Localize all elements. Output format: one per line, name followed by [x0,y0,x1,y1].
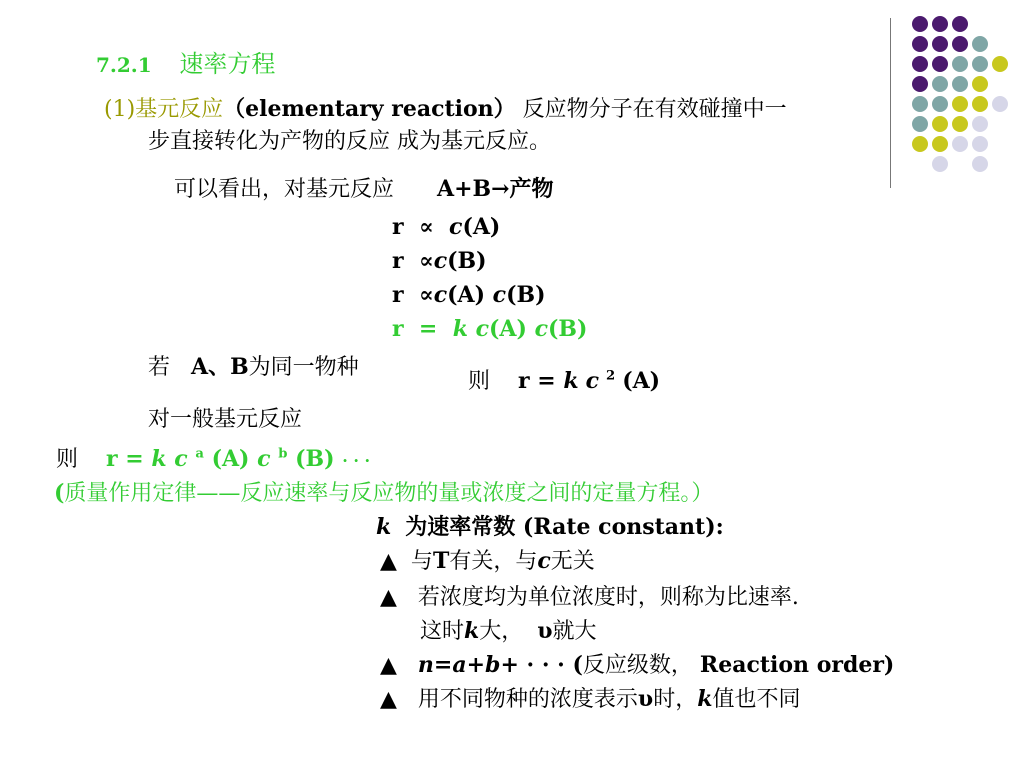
b2-text: 若浓度均为单位浓度时，则称为比速率. [417,585,799,610]
general-exp: a [195,446,204,462]
prop-r: r [392,214,404,240]
general-then: 则 [56,447,79,472]
general-c: c [257,446,271,472]
dot [952,76,968,92]
b2-text: 大， [479,619,524,644]
general-exp: b [278,446,288,462]
dot [932,56,948,72]
law-arg: (A) [489,316,535,342]
dot [972,96,988,112]
b4-upsilon: υ [637,686,654,712]
dot [972,76,988,92]
b3-english: Reaction order) [699,652,895,678]
vertical-divider [890,18,891,188]
mass-action-line [54,476,713,507]
prop-symbol: ∝ [418,282,434,308]
result-r: r = [518,368,564,394]
section-title: 速率方程 [179,50,276,78]
b1-text: 与 [410,549,433,574]
observe-line [174,172,554,203]
b2-text: 就大 [552,619,597,644]
same-species: A、B [191,354,249,380]
triangle-icon: ▲ [380,585,397,610]
mass-action-text: 质量作用定律——反应速率与反应物的量或浓度之间的定量方程。） [64,481,714,506]
prop-c: c [433,248,448,274]
prop-line-3 [392,282,545,308]
b1-text: 有关，与 [449,549,538,574]
intro-english: （elementary reaction） [223,96,516,122]
prop-c: c [492,282,507,308]
dot [932,36,948,52]
b1-c: c [537,548,551,574]
dot [952,136,968,152]
prop-arg: (B) [447,248,487,274]
dot [952,36,968,52]
k-definition [376,510,724,541]
prop-r: r [392,282,404,308]
law-arg: (B) [547,316,588,342]
b3-a: a [452,652,467,678]
prop-line-2 [392,248,487,274]
result-c: c [585,368,599,394]
bullet-1 [380,544,595,575]
general-arg: (B) [295,446,335,472]
dot [912,116,928,132]
law-c: c [475,316,490,342]
observe-reaction: A+B→产物 [437,176,554,202]
same-species-result [468,364,660,395]
b3-plus: + [466,652,486,678]
prop-c: c [433,282,448,308]
prop-arg: (A) [447,282,493,308]
dot [952,96,968,112]
general-dots: · · · [342,451,371,470]
dot [932,116,948,132]
b2-upsilon: υ [537,618,553,644]
intro-line-2: 步直接转化为产物的反应 成为基元反应。 [148,129,551,154]
dot [972,36,988,52]
result-arg: (A) [622,368,661,394]
prop-arg: (B) [506,282,546,308]
b3-eq: = [433,652,453,678]
b4-text: 用不同物种的浓度表示 [417,687,638,712]
dot [912,16,928,32]
section-number: 7.2.1 [96,53,152,77]
observe-text: 可以看出，对基元反应 [174,177,395,202]
result-exp: 2 [606,368,616,384]
law-c: c [534,316,548,342]
dot [932,16,948,32]
mass-action-open: ( [54,480,65,506]
dot [912,36,928,52]
dot [972,136,988,152]
k-symbol: k [376,514,392,540]
section-heading [96,44,275,79]
law-r: r [392,316,404,342]
dot [952,56,968,72]
bullet-3 [380,648,894,679]
prop-r: r [392,248,404,274]
bullet-2 [380,580,799,611]
b1-T: T [432,548,450,574]
intro-line-1 [104,92,787,123]
law-k: k [452,316,468,342]
same-if: 若 [148,355,171,380]
bullet-4 [380,682,800,713]
intro-term: (1)基元反应 [104,97,224,122]
law-eq: = [418,316,438,342]
triangle-icon: ▲ [380,549,397,574]
general-r: r = [106,446,152,472]
triangle-icon: ▲ [380,687,397,712]
general-arg: (A) [211,446,258,472]
dot [912,136,928,152]
prop-c: c [449,214,463,240]
dot [932,136,948,152]
b2-text: 这时 [420,619,465,644]
dot [912,96,928,112]
prop-line-1 [392,214,500,240]
dot [972,56,988,72]
b3-plus-dots: + · · · ( [500,652,583,678]
dot [972,156,988,172]
b4-k: k [697,686,713,712]
b3-n: n [417,652,434,678]
dot [932,156,948,172]
b1-text: 无关 [550,549,595,574]
general-law-line [56,442,370,473]
prop-symbol: ∝ [418,248,434,274]
then-label: 则 [468,369,491,394]
b2-k: k [464,618,480,644]
same-species-line [148,350,359,381]
result-k: k [563,368,579,394]
dot [912,56,928,72]
dot [932,96,948,112]
general-c: c [174,446,188,472]
k-text: 为速率常数 (Rate constant): [405,514,724,540]
rate-law [392,316,587,342]
triangle-icon: ▲ [380,653,397,678]
dot [952,16,968,32]
general-line: 对一般基元反应 [148,407,303,432]
intro-def-line1: 反应物分子在有效碰撞中一 [515,97,787,122]
bullet-2-cont [420,614,597,645]
same-rest: 为同一物种 [248,355,359,380]
b3-b: b [485,652,501,678]
dot [992,56,1008,72]
dot [972,116,988,132]
prop-arg: (A) [462,214,501,240]
dot [992,96,1008,112]
general-k: k [151,446,167,472]
dot [912,76,928,92]
b4-text: 时， [653,687,698,712]
dot [952,116,968,132]
dot [932,76,948,92]
prop-symbol: ∝ [418,214,434,240]
b4-text: 值也不同 [712,687,801,712]
b3-text: 反应级数， [582,653,693,678]
